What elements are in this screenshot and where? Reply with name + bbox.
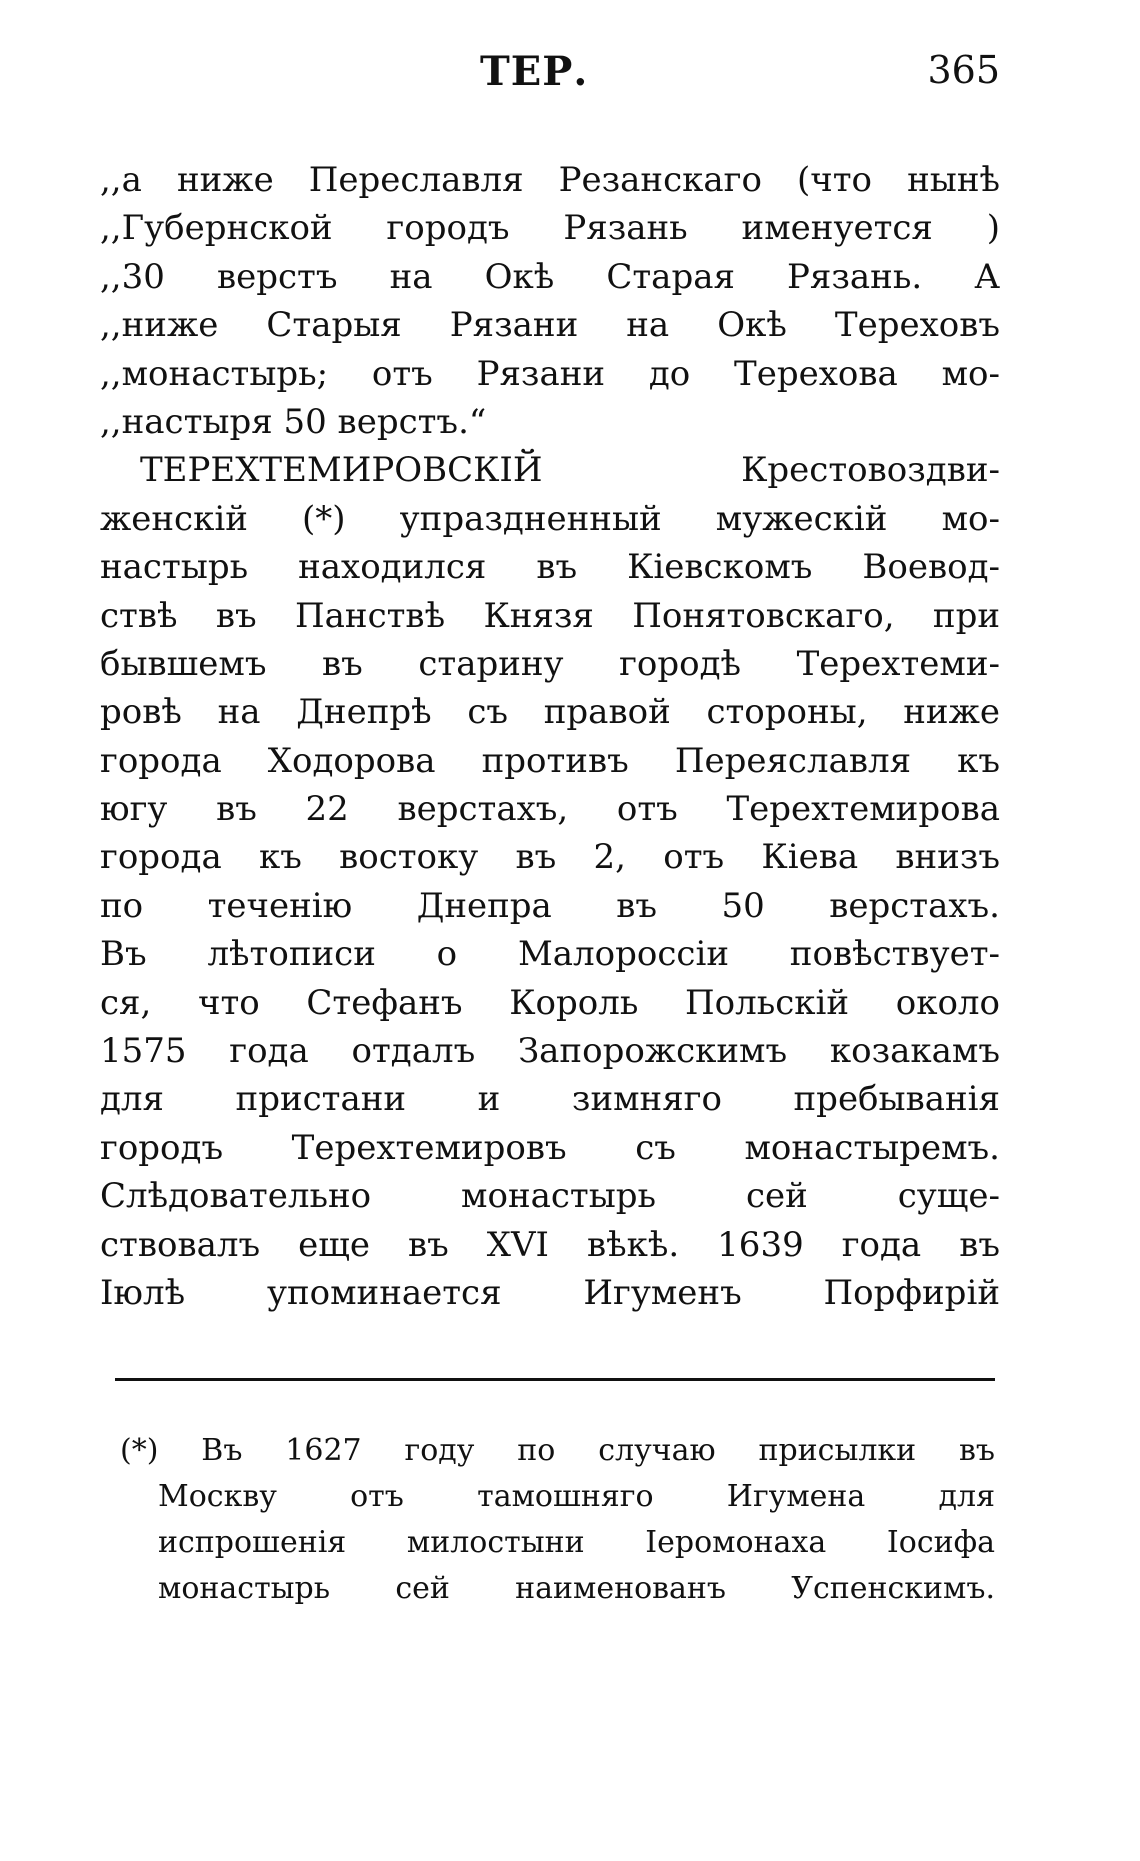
footnote-line: испрошенія милостыни Іеромонаха Іосифа bbox=[158, 1525, 995, 1560]
footnote-line: (*) Въ 1627 году по случаю присылки въ bbox=[120, 1433, 995, 1468]
footnote-line: монастырь сей наименованъ Успенскимъ. bbox=[158, 1571, 995, 1606]
footnote-line: Москву отъ тамошняго Игумена для bbox=[158, 1479, 995, 1514]
text-line: ,,а ниже Переславля Резанскаго (что нынѣ bbox=[100, 160, 1000, 200]
entry-heading-line: ТЕРЕХТЕМИРОВСКІЙ Крестовоздви- bbox=[140, 450, 1000, 491]
text-line: ровѣ на Днепрѣ съ правой стороны, ниже bbox=[100, 692, 1000, 733]
text-line: ствовалъ еще въ XVI вѣкѣ. 1639 года въ bbox=[100, 1224, 1000, 1265]
text-line: города къ востоку въ 2, отъ Кіева внизъ bbox=[100, 837, 1000, 878]
text-line: по теченію Днепра въ 50 верстахъ. bbox=[100, 885, 1000, 926]
text-line: бывшемъ въ старину городѣ Терехтеми- bbox=[100, 643, 1000, 684]
text-line: ,,30 верстъ на Окѣ Старая Рязань. А bbox=[100, 256, 1000, 297]
text-line: ся, что Стефанъ Король Польскій около bbox=[100, 982, 1000, 1023]
footnote-separator bbox=[115, 1378, 995, 1381]
text-line: Слѣдовательно монастырь сей суще- bbox=[100, 1176, 1000, 1217]
text-line: Въ лѣтописи о Малороссіи повѣствует- bbox=[100, 934, 1000, 975]
text-line: ствѣ въ Панствѣ Князя Понятовскаго, при bbox=[100, 595, 1000, 636]
running-title: ТЕР. bbox=[480, 48, 589, 95]
text-line: югу въ 22 верстахъ, отъ Терехтемирова bbox=[100, 789, 1000, 830]
text-line: настырь находился въ Кіевскомъ Воевод- bbox=[100, 547, 1000, 588]
text-line: 1575 года отдалъ Запорожскимъ козакамъ bbox=[100, 1031, 1000, 1072]
text-line: ,,Губернской городъ Рязань именуется ) bbox=[100, 208, 1000, 249]
running-head bbox=[100, 48, 1000, 108]
main-text bbox=[100, 156, 1000, 1317]
text-line: города Ходорова противъ Переяславля къ bbox=[100, 740, 1000, 781]
text-line: ,,настыря 50 верстъ.“ bbox=[100, 401, 487, 442]
footnote bbox=[120, 1428, 995, 1612]
text-line: женскій (*) упраздненный мужескій мо- bbox=[100, 498, 1000, 539]
text-line: городъ Терехтемировъ съ монастыремъ. bbox=[100, 1127, 1000, 1168]
page-number: 365 bbox=[927, 48, 1000, 92]
text-line: для пристани и зимняго пребыванія bbox=[100, 1079, 1000, 1120]
text-line: ,,монастырь; отъ Рязани до Терехова мо- bbox=[100, 353, 1000, 394]
text-line: Іюлѣ упоминается Игуменъ Порфирій bbox=[100, 1272, 1000, 1313]
text-line: ,,ниже Старыя Рязани на Окѣ Тереховъ bbox=[100, 305, 1000, 346]
